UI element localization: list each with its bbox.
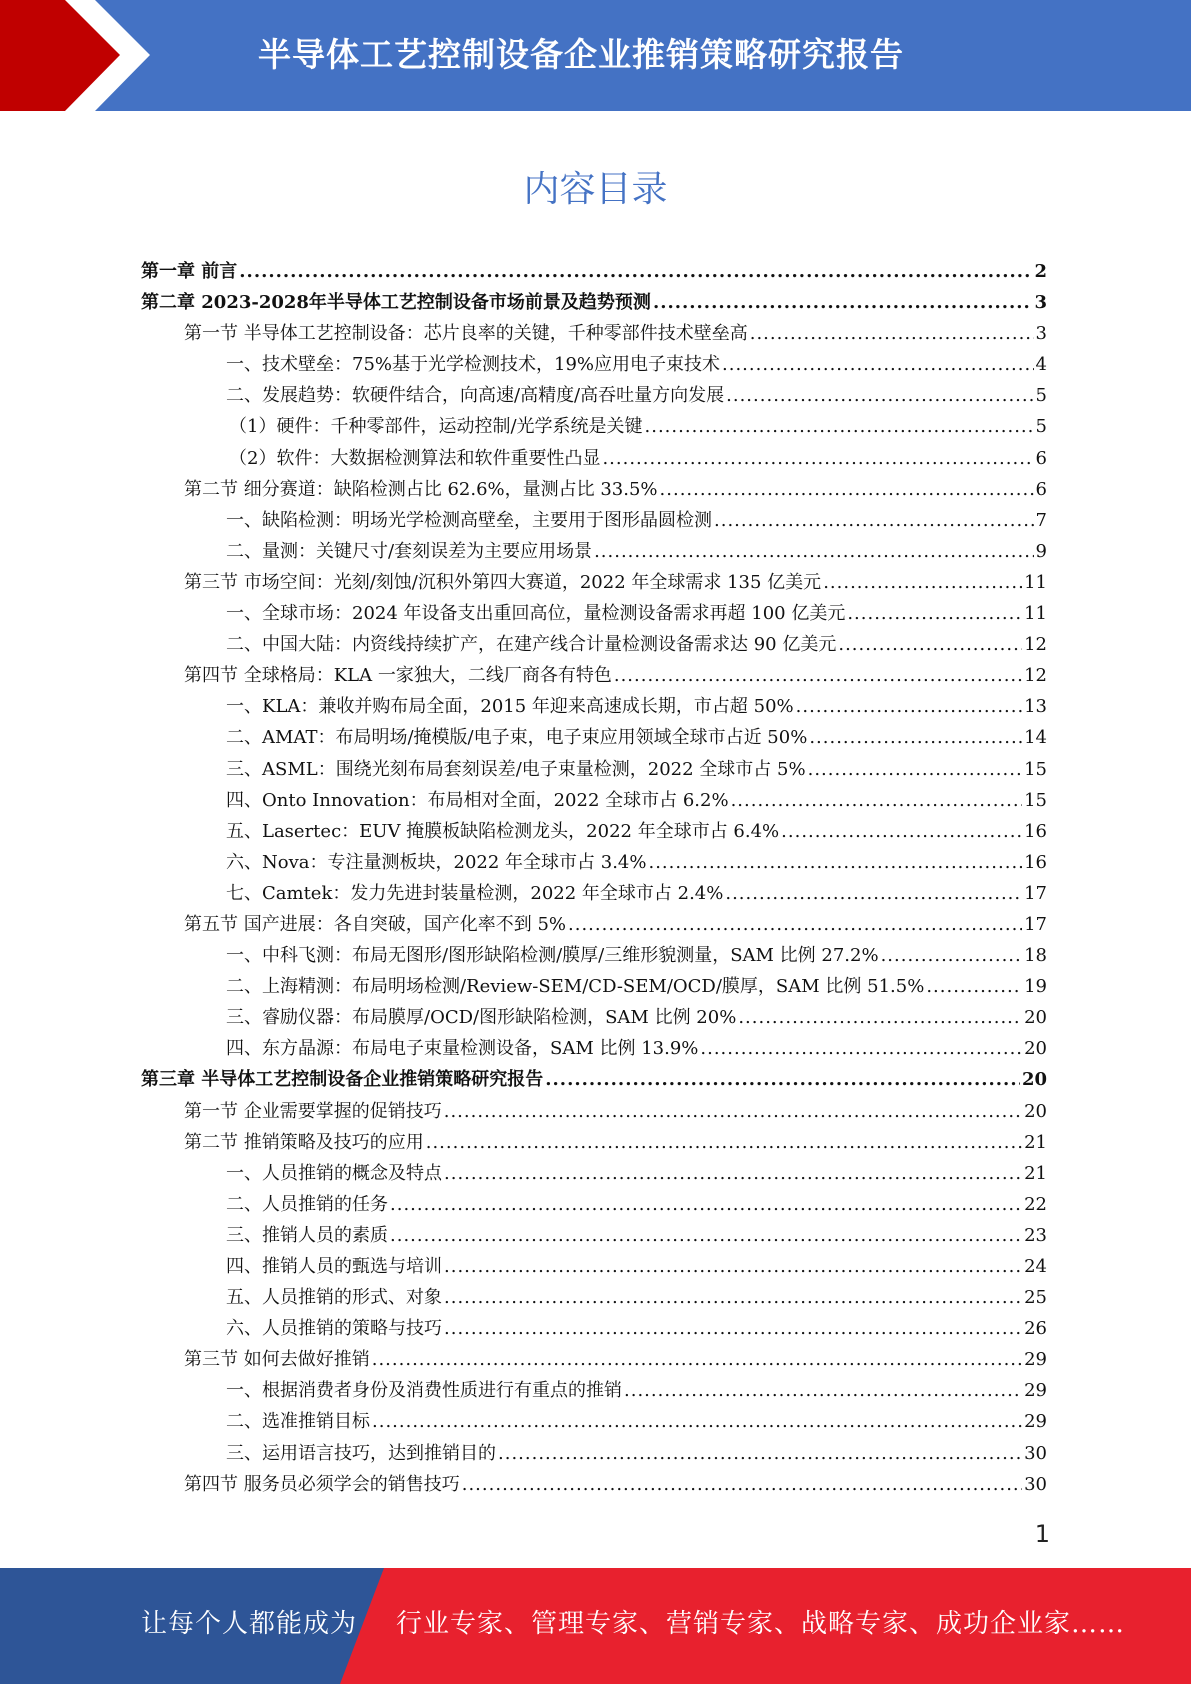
toc-entry-page: 15 <box>1024 758 1047 780</box>
toc-entry-page: 20 <box>1024 1007 1047 1029</box>
toc-entry-page: 21 <box>1024 1162 1047 1184</box>
toc-entry-title: 三、睿励仪器：布局膜厚/OCD/图形缺陷检测，SAM 比例 20% <box>226 1007 737 1029</box>
toc-leader-dots <box>444 1251 1022 1282</box>
toc-entry-title: 一、全球市场：2024 年设备支出重回高位，量检测设备需求再超 100 亿美元 <box>226 603 846 625</box>
toc-entry-page: 4 <box>1035 354 1047 376</box>
toc-entry-page: 25 <box>1024 1287 1047 1309</box>
toc-entry-title: 四、Onto Innovation：布局相对全面，2022 全球市占 6.2% <box>226 789 729 811</box>
toc-entry-page: 20 <box>1021 1069 1047 1091</box>
toc-leader-dots <box>624 1375 1022 1406</box>
toc-entry-title: 六、Nova：专注量测板块，2022 年全球市占 3.4% <box>226 851 647 873</box>
toc-entry-title: 二、量测：关键尺寸/套刻误差为主要应用场景 <box>226 540 593 562</box>
toc-entry-title: 六、人员推销的策略与技巧 <box>226 1318 442 1340</box>
toc-entry[interactable] <box>141 816 1047 847</box>
toc-entry[interactable] <box>141 722 1047 753</box>
toc-leader-dots <box>660 474 1034 505</box>
toc-leader-dots <box>545 1064 1020 1095</box>
toc-leader-dots <box>239 256 1032 287</box>
toc-leader-dots <box>444 1313 1022 1344</box>
toc-entry-title: 第一章 前言 <box>141 261 238 282</box>
toc-leader-dots <box>796 691 1022 722</box>
toc-entry-title: 一、人员推销的概念及特点 <box>226 1162 442 1184</box>
toc-entry-title: 三、ASML：围绕光刻布局套刻误差/电子束量检测，2022 全球市占 5% <box>226 758 806 780</box>
toc-leader-dots <box>653 287 1033 318</box>
toc-entry-title: 三、运用语言技巧，达到推销目的 <box>226 1442 496 1464</box>
toc-entry-title: 四、东方晶源：布局电子束量检测设备，SAM 比例 13.9% <box>226 1038 699 1060</box>
toc-entry[interactable] <box>141 1406 1047 1437</box>
toc-leader-dots <box>648 847 1022 878</box>
toc-entry[interactable] <box>141 1064 1047 1095</box>
report-title: 半导体工艺控制设备企业推销策略研究报告 <box>258 35 904 74</box>
toc-entry-title: 第四节 全球格局：KLA 一家独大，二线厂商各有特色 <box>184 665 612 687</box>
toc-entry[interactable] <box>141 1220 1047 1251</box>
toc-entry-page: 7 <box>1035 509 1047 531</box>
toc-leader-dots <box>731 785 1023 816</box>
toc-entry-title: 第三节 如何去做好推销 <box>184 1349 370 1371</box>
toc-leader-dots <box>781 816 1022 847</box>
toc-entry[interactable] <box>141 1002 1047 1033</box>
toc-entry-page: 5 <box>1035 385 1047 407</box>
toc-entry-page: 12 <box>1024 665 1047 687</box>
toc-entry-title: 第四节 服务员必须学会的销售技巧 <box>184 1473 460 1495</box>
toc-entry[interactable] <box>141 629 1047 660</box>
toc-entry-page: 3 <box>1035 323 1047 345</box>
footer-slogan-right: 行业专家、管理专家、营销专家、战略专家、成功企业家…… <box>396 1609 1126 1639</box>
toc-entry[interactable] <box>141 443 1047 474</box>
toc-entry[interactable] <box>141 878 1047 909</box>
toc-entry-page: 29 <box>1024 1380 1047 1402</box>
toc-entry[interactable] <box>141 909 1047 940</box>
toc-entry-page: 17 <box>1024 913 1047 935</box>
toc-entry-title: 第二节 推销策略及技巧的应用 <box>184 1131 424 1153</box>
toc-entry[interactable] <box>141 1469 1047 1500</box>
toc-entry[interactable] <box>141 567 1047 598</box>
toc-entry[interactable] <box>141 1344 1047 1375</box>
toc-entry-page: 21 <box>1024 1131 1047 1153</box>
table-of-contents <box>141 256 1047 1500</box>
toc-entry[interactable] <box>141 1438 1047 1469</box>
toc-leader-dots <box>444 1158 1022 1189</box>
toc-entry-title: 二、上海精测：布局明场检测/Review-SEM/CD-SEM/OCD/膜厚，SAM 比例 51.5% <box>226 976 925 998</box>
toc-entry[interactable] <box>141 318 1047 349</box>
toc-entry[interactable] <box>141 411 1047 442</box>
toc-entry-page: 15 <box>1024 789 1047 811</box>
toc-entry-page: 24 <box>1024 1256 1047 1277</box>
toc-leader-dots <box>444 1282 1022 1313</box>
toc-entry-page: 30 <box>1024 1442 1047 1464</box>
toc-entry-page: 17 <box>1024 882 1047 904</box>
toc-entry-page: 19 <box>1024 976 1047 998</box>
toc-entry-title: 三、推销人员的素质 <box>226 1224 388 1246</box>
toc-leader-dots <box>738 1002 1022 1033</box>
toc-entry-page: 5 <box>1035 416 1047 438</box>
page-number: 1 <box>1034 1520 1050 1548</box>
toc-entry[interactable] <box>141 1375 1047 1406</box>
toc-leader-dots <box>594 536 1033 567</box>
toc-entry-title: 一、中科飞测：布局无图形/图形缺陷检测/膜厚/三维形貌测量，SAM 比例 27.2% <box>226 945 879 967</box>
toc-leader-dots <box>568 909 1022 940</box>
toc-entry-title: （2）软件：大数据检测算法和软件重要性凸显 <box>229 447 601 469</box>
toc-entry[interactable] <box>141 1251 1047 1282</box>
toc-entry[interactable] <box>141 1313 1047 1344</box>
toc-entry-title: 二、选准推销目标 <box>226 1411 370 1433</box>
toc-heading: 内容目录 <box>523 169 668 210</box>
toc-entry[interactable] <box>141 785 1047 816</box>
toc-entry[interactable] <box>141 940 1047 971</box>
toc-entry-page: 29 <box>1024 1411 1047 1433</box>
toc-entry-title: 第三节 市场空间：光刻/刻蚀/沉积外第四大赛道，2022 年全球需求 135 亿美元 <box>184 571 822 593</box>
toc-entry-title: 一、KLA：兼收并购布局全面，2015 年迎来高速成长期，市占超 50% <box>226 696 794 718</box>
toc-leader-dots <box>444 1096 1022 1127</box>
toc-entry-page: 11 <box>1024 571 1047 593</box>
toc-entry-title: 二、中国大陆：内资线持续扩产，在建产线合计量检测设备需求达 90 亿美元 <box>226 634 837 656</box>
toc-entry-title: 第二节 细分赛道：缺陷检测占比 62.6%，量测占比 33.5% <box>184 478 658 500</box>
toc-leader-dots <box>809 722 1022 753</box>
header-banner <box>0 0 1191 111</box>
toc-entry-page: 23 <box>1024 1224 1047 1246</box>
toc-leader-dots <box>750 318 1034 349</box>
toc-entry[interactable] <box>141 971 1047 1002</box>
toc-leader-dots <box>645 411 1034 442</box>
toc-entry-title: 二、人员推销的任务 <box>226 1193 388 1215</box>
toc-leader-dots <box>808 754 1023 785</box>
toc-entry[interactable] <box>141 380 1047 411</box>
toc-entry-page: 2 <box>1034 261 1047 282</box>
toc-leader-dots <box>602 443 1033 474</box>
toc-entry-title: 五、Lasertec：EUV 掩膜板缺陷检测龙头，2022 年全球市占 6.4% <box>226 820 780 842</box>
toc-entry-title: 四、推销人员的甄选与培训 <box>226 1256 442 1277</box>
toc-leader-dots <box>881 940 1023 971</box>
toc-entry-title: 第二章 2023-2028年半导体工艺控制设备市场前景及趋势预测 <box>141 292 651 314</box>
toc-entry-page: 14 <box>1024 727 1047 749</box>
toc-entry-title: 一、根据消费者身份及消费性质进行有重点的推销 <box>226 1380 622 1402</box>
toc-entry-page: 20 <box>1024 1100 1047 1122</box>
toc-entry[interactable] <box>141 1127 1047 1158</box>
toc-leader-dots <box>498 1438 1022 1469</box>
toc-leader-dots <box>722 349 1034 380</box>
toc-entry[interactable] <box>141 1189 1047 1220</box>
toc-entry[interactable] <box>141 256 1047 287</box>
toc-entry-page: 9 <box>1035 540 1047 562</box>
toc-entry-page: 22 <box>1024 1193 1047 1215</box>
toc-entry[interactable] <box>141 474 1047 505</box>
toc-entry-title: 二、AMAT：布局明场/掩模版/电子束，电子束应用领域全球市占近 50% <box>226 727 808 749</box>
toc-entry-title: 第一节 企业需要掌握的促销技巧 <box>184 1100 442 1122</box>
toc-entry[interactable] <box>141 691 1047 722</box>
toc-leader-dots <box>847 598 1022 629</box>
toc-entry[interactable] <box>141 754 1047 785</box>
toc-entry[interactable] <box>141 1158 1047 1189</box>
toc-leader-dots <box>390 1189 1022 1220</box>
toc-entry[interactable] <box>141 1282 1047 1313</box>
toc-leader-dots <box>462 1469 1022 1500</box>
toc-entry[interactable] <box>141 287 1047 318</box>
toc-entry-title: 第三章 半导体工艺控制设备企业推销策略研究报告 <box>141 1069 544 1091</box>
toc-leader-dots <box>426 1127 1022 1158</box>
toc-entry-page: 3 <box>1034 292 1047 314</box>
toc-entry-page: 12 <box>1024 634 1047 656</box>
toc-entry-page: 6 <box>1035 447 1047 469</box>
footer-slogan-left: 让每个人都能成为 <box>141 1609 358 1639</box>
toc-entry-title: 七、Camtek：发力先进封装量检测，2022 年全球市占 2.4% <box>226 882 724 904</box>
toc-leader-dots <box>823 567 1022 598</box>
toc-entry[interactable] <box>141 1096 1047 1127</box>
toc-leader-dots <box>725 878 1022 909</box>
toc-entry-page: 16 <box>1024 820 1047 842</box>
toc-entry-page: 20 <box>1024 1038 1047 1060</box>
toc-entry-page: 26 <box>1024 1318 1047 1340</box>
toc-entry-title: （1）硬件：千种零部件，运动控制/光学系统是关键 <box>229 416 643 438</box>
toc-entry-page: 30 <box>1024 1473 1047 1495</box>
toc-entry-page: 13 <box>1024 696 1047 718</box>
toc-entry-title: 一、缺陷检测：明场光学检测高壁垒，主要用于图形晶圆检测 <box>226 509 712 531</box>
toc-leader-dots <box>700 1033 1022 1064</box>
toc-entry-page: 18 <box>1024 945 1047 967</box>
toc-entry-title: 第一节 半导体工艺控制设备：芯片良率的关键，千种零部件技术壁垒高 <box>184 323 748 345</box>
toc-entry[interactable] <box>141 598 1047 629</box>
toc-leader-dots <box>372 1344 1022 1375</box>
toc-leader-dots <box>926 971 1022 1002</box>
toc-leader-dots <box>714 505 1034 536</box>
toc-leader-dots <box>838 629 1022 660</box>
toc-leader-dots <box>390 1220 1022 1251</box>
footer-banner <box>0 1568 1191 1684</box>
toc-entry[interactable] <box>141 349 1047 380</box>
toc-entry-page: 11 <box>1024 603 1047 625</box>
toc-entry-title: 一、技术壁垒：75%基于光学检测技术，19%应用电子束技术 <box>226 354 721 376</box>
toc-entry[interactable] <box>141 847 1047 878</box>
toc-entry-title: 第五节 国产进展：各自突破，国产化率不到 5% <box>184 913 566 935</box>
toc-entry[interactable] <box>141 536 1047 567</box>
toc-entry-title: 五、人员推销的形式、对象 <box>226 1287 442 1309</box>
toc-leader-dots <box>372 1406 1022 1437</box>
toc-entry-page: 16 <box>1024 851 1047 873</box>
toc-entry[interactable] <box>141 1033 1047 1064</box>
toc-entry-page: 29 <box>1024 1349 1047 1371</box>
toc-leader-dots <box>614 660 1022 691</box>
toc-entry[interactable] <box>141 660 1047 691</box>
toc-entry-title: 二、发展趋势：软硬件结合，向高速/高精度/高吞吐量方向发展 <box>226 385 725 407</box>
toc-entry-page: 6 <box>1035 478 1047 500</box>
toc-leader-dots <box>726 380 1033 411</box>
toc-entry[interactable] <box>141 505 1047 536</box>
